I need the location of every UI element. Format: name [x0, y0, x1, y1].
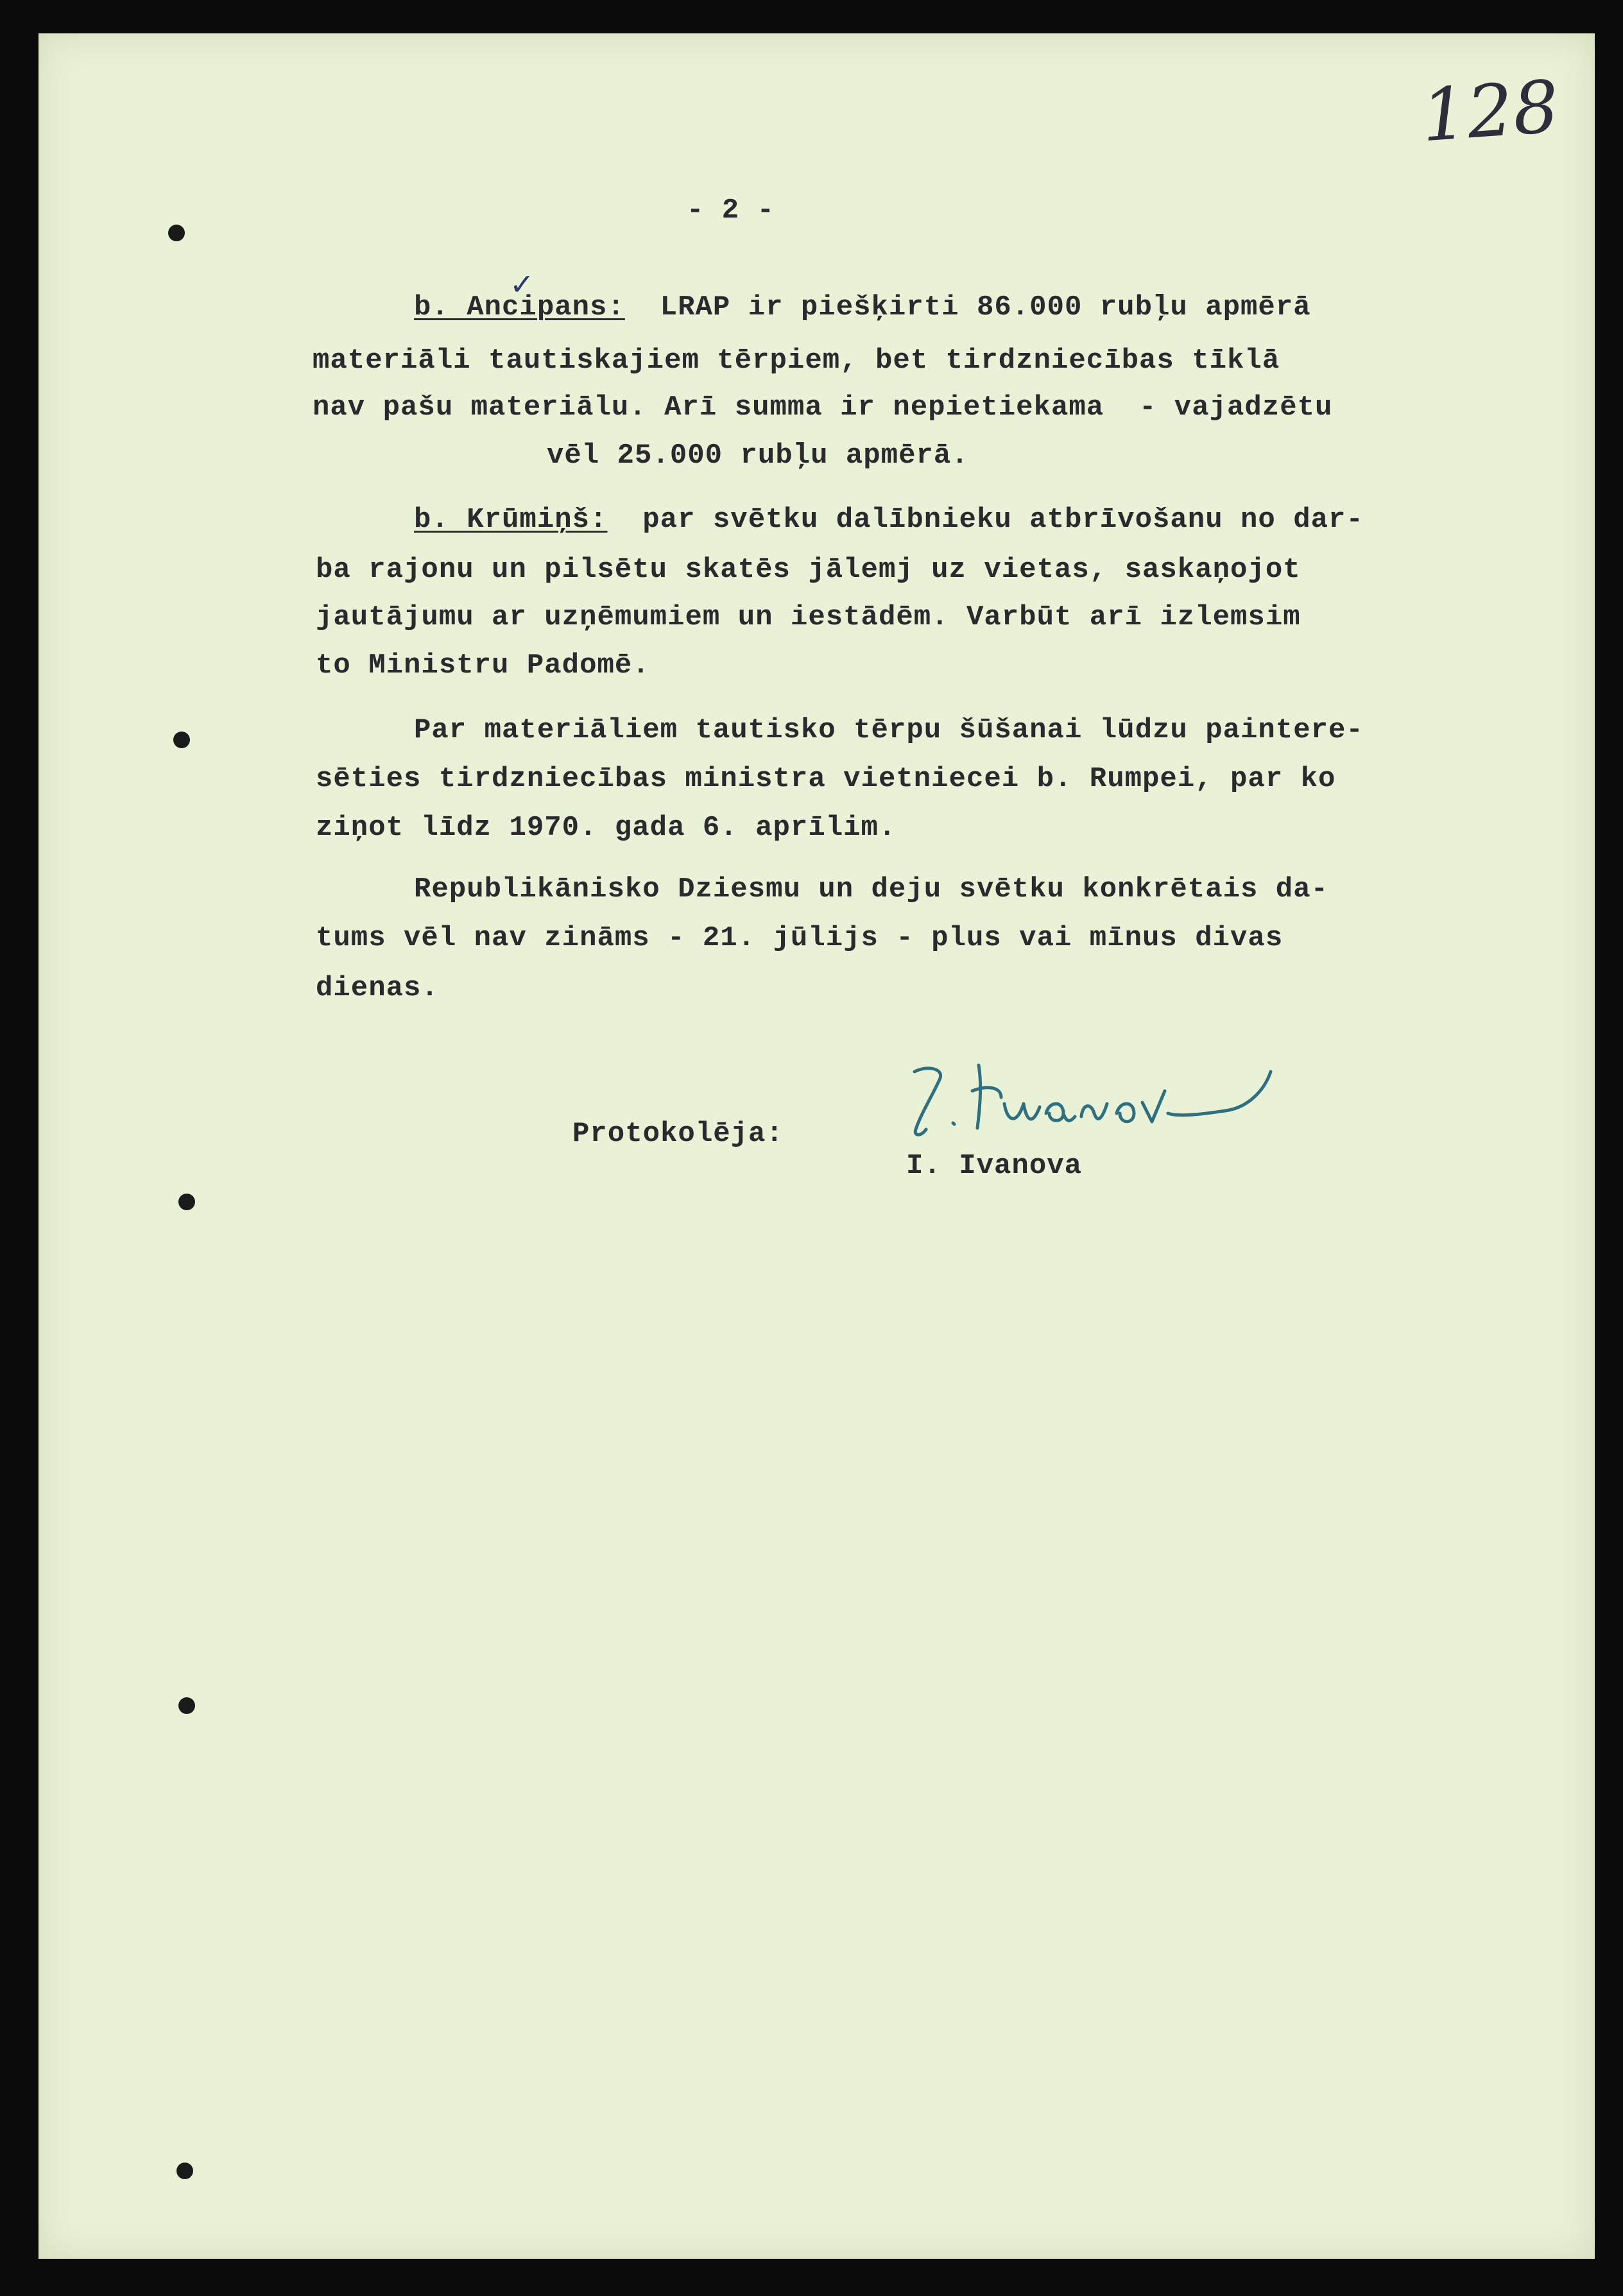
paragraph-1-line-3: nav pašu materiālu. Arī summa ir nepietiekama - vajadzētu — [313, 391, 1333, 424]
archive-page-number: 128 — [1418, 65, 1562, 158]
paragraph-4-line-2: tums vēl nav zināms - 21. jūlijs - plus vai mīnus divas — [316, 922, 1284, 954]
paragraph-2-line-4: to Ministru Padomē. — [316, 649, 650, 681]
signature-label: Protokolēja: — [572, 1118, 784, 1150]
paragraph-1-line-2: materiāli tautiskajiem tērpiem, bet tirdzniecības tīklā — [313, 345, 1280, 377]
binder-hole — [168, 225, 185, 241]
paragraph-4-line-1: Republikānisko Dziesmu un deju svētku konkrētais da- — [414, 873, 1329, 905]
paragraph-3-line-1: Par materiāliem tautisko tērpu šūšanai lūdzu paintere- — [414, 714, 1364, 746]
paragraph-2-line-3: jautājumu ar uzņēmumiem un iestādēm. Varbūt arī izlemsim — [316, 601, 1301, 633]
paragraph-4-line-3: dienas. — [316, 972, 439, 1004]
paragraph-1-line-4: vēl 25.000 rubļu apmērā. — [547, 440, 969, 472]
paragraph-3-line-3: ziņot līdz 1970. gada 6. aprīlim. — [316, 812, 897, 844]
binder-hole — [178, 1697, 195, 1714]
speaker-krumins: b. Krūmiņš: — [414, 504, 608, 536]
speaker-ancipans: b. Ancipans: — [414, 291, 625, 323]
page-header: - 2 - — [687, 194, 775, 227]
check-mark: ✓ — [510, 267, 535, 302]
paragraph-2-line-2: ba rajonu un pilsētu skatēs jālemj uz vietas, saskaņojot — [316, 554, 1301, 586]
paragraph-1-line-1: b. Ancipans: LRAP ir piešķirti 86.000 rubļu apmērā — [414, 291, 1311, 323]
binder-hole — [173, 732, 190, 748]
binder-hole — [178, 1194, 195, 1210]
paragraph-2-line-1: b. Krūmiņš: par svētku dalībnieku atbrīvošanu no dar- — [414, 504, 1364, 536]
binder-hole — [176, 2163, 193, 2179]
typed-signature-name: I. Ivanova — [906, 1150, 1083, 1182]
handwritten-signature — [895, 1052, 1280, 1142]
paragraph-3-line-2: sēties tirdzniecības ministra vietniecei b. Rumpei, par ko — [316, 763, 1336, 795]
